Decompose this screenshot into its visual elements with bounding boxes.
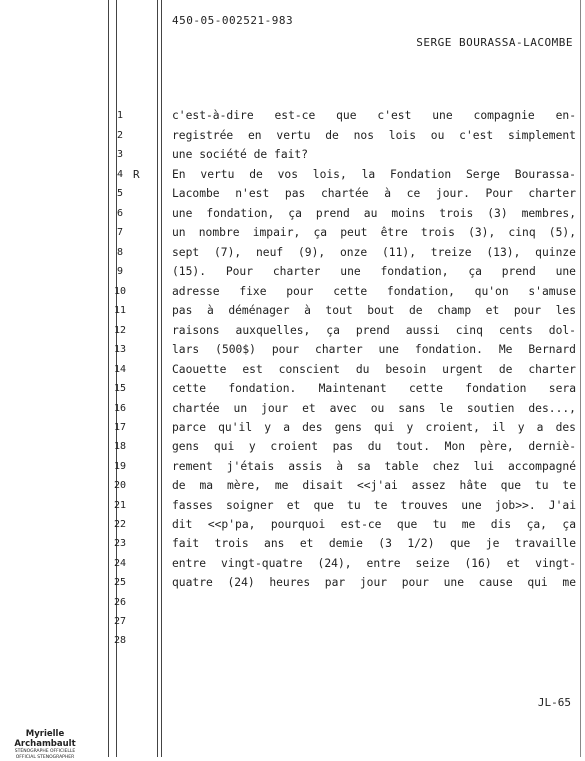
document-number: 450-05-002521-983 [172,14,294,27]
line-number: 15 [113,383,127,394]
line-number: 21 [113,500,127,511]
line-number: 12 [113,325,127,336]
exhibit-code: JL-65 [537,696,571,709]
line-number: 24 [113,558,127,569]
transcript-line: fasses soigner et que tu te trouves une job>>. J'ai [172,499,576,512]
stenographer-logo [3,729,87,761]
margin-rule [157,0,158,757]
transcript-line: Caouette est conscient du besoin urgent de charter [172,363,576,376]
line-number: 26 [113,597,127,608]
line-number: 17 [113,422,127,433]
line-number: 13 [113,344,127,355]
transcript-line: En vertu de vos lois, la Fondation Serge Bourassa- [172,168,576,181]
logo-name: Myrielle Archambault [14,729,76,749]
line-number: 6 [116,208,124,219]
transcript-line: dit <<p'pa, pourquoi est-ce que tu me dis ça, ça [172,518,576,531]
transcript-line: un nombre impair, ça peut être trois (3), cinq (5), [172,226,576,239]
line-number: 7 [116,227,124,238]
transcript-line: entre vingt-quatre (24), entre seize (16) et vingt- [172,557,576,570]
line-number: 9 [116,266,124,277]
transcript-line: sept (7), neuf (9), onze (11), treize (13), quinze [172,246,576,259]
transcript-line: fait trois ans et demie (3 1/2) que je travaille [172,537,576,550]
transcript-line: lars (500$) pour charter une fondation. Me Bernard [172,343,576,356]
speaker-label: R [133,168,140,181]
line-number: 20 [113,480,127,491]
logo-line-2: OFFICIAL STENOGRAPHER [15,755,75,760]
line-number: 19 [113,461,127,472]
line-number: 1 [116,110,124,121]
line-number: 27 [113,616,127,627]
line-number: 8 [116,247,124,258]
right-edge-rule [580,0,581,757]
line-number: 28 [113,635,127,646]
transcript-line: Lacombe n'est pas chartée à ce jour. Pour charter [172,187,576,200]
line-number: 25 [113,577,127,588]
transcript-line: registrée en vertu de nos lois ou c'est simplement [172,129,576,142]
line-number: 18 [113,441,127,452]
transcript-line: une fondation, ça prend au moins trois (3) membres, [172,207,576,220]
transcript-line: rement j'étais assis à sa table chez lui accompagné [172,460,576,473]
witness-name: SERGE BOURASSA-LACOMBE [416,36,573,49]
transcript-line: pas à déménager à tout bout de champ et pour les [172,304,576,317]
margin-rule [161,0,162,757]
transcript-line: raisons auxquelles, ça prend aussi cinq cents dol- [172,324,576,337]
transcript-line: parce qu'il y a des gens qui y croient, il y a des [172,421,576,434]
line-number: 16 [113,403,127,414]
transcript-line: chartée un jour et avec ou sans le soutien des..., [172,402,576,415]
line-number: 4 [116,169,124,180]
line-number: 5 [116,188,124,199]
line-number: 10 [113,286,127,297]
line-number: 11 [113,305,127,316]
transcript-line: adresse fixe pour cette fondation, qu'on s'amuse [172,285,576,298]
transcript-line: gens qui y croient pas du tout. Mon père, derniè- [172,440,576,453]
transcript-line: une société de fait? [172,148,309,161]
transcript-line: de ma mère, me disait <<j'ai assez hâte que tu te [172,479,576,492]
line-number: 22 [113,519,127,530]
line-number: 23 [113,538,127,549]
line-number: 2 [116,130,124,141]
line-number: 3 [116,149,124,160]
transcript-line: quatre (24) heures par jour pour une cause qui me [172,576,576,589]
transcript-line: (15). Pour charter une fondation, ça prend une [172,265,576,278]
transcript-line: cette fondation. Maintenant cette fondation sera [172,382,576,395]
line-number: 14 [113,364,127,375]
transcript-line: c'est-à-dire est-ce que c'est une compagnie en- [172,109,576,122]
logo-line-1: STÉNOGRAPHE OFFICIELLE [14,749,76,754]
